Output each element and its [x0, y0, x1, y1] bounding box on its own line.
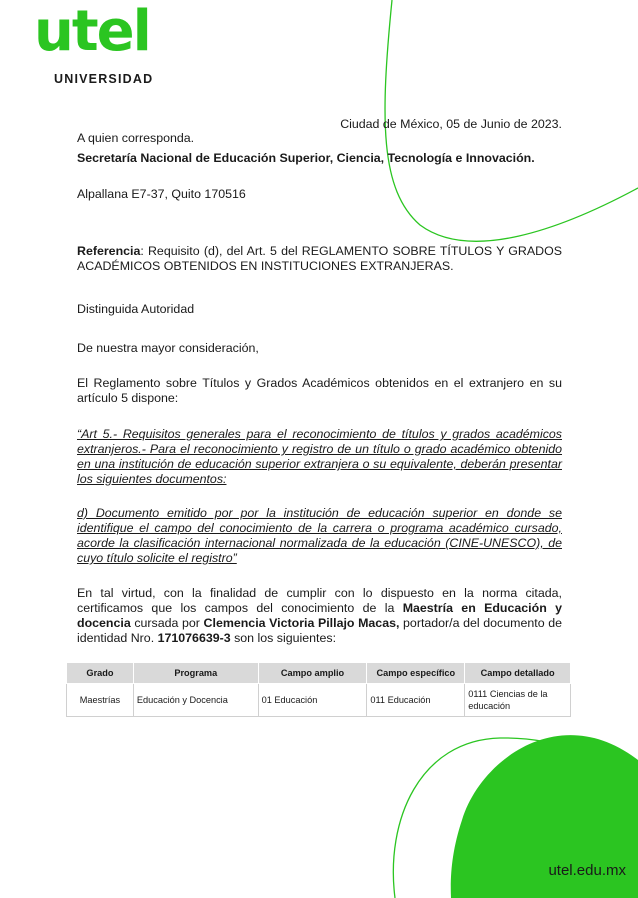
certification-paragraph: [77, 586, 562, 646]
quote-item-d: d) Documento emitido por por la institución de educación superior en donde se identifique el campo del conocimiento de la carrera o programa académico cursado, acorde la clasificación internacional normalizada de la educación (CINE-UNESCO), de cuyo título solicite el registro”: [77, 506, 562, 565]
cell-campo-especifico: 011 Educación: [367, 684, 465, 717]
greeting: A quien corresponda.: [77, 131, 195, 145]
cert-text-1: En tal virtud, con la finalidad de cumplir con lo dispuesto en la norma citada, certificamos que los campos del conocimiento de la: [77, 586, 562, 615]
knowledge-fields-table: [66, 662, 571, 717]
consideration-line: De nuestra mayor consideración,: [77, 341, 259, 355]
footer-url: utel.edu.mx: [548, 862, 626, 879]
header-campo-detallado: Campo detallado: [465, 663, 571, 684]
cert-text-3: portador/a del documento de identidad Nro.: [77, 616, 562, 645]
reference-paragraph: [77, 244, 562, 274]
cert-student: Clemencia Victoria Pillajo Macas,: [203, 616, 400, 630]
logo-subtitle: UNIVERSIDAD: [54, 72, 154, 86]
reference-label: Referencia: [77, 244, 141, 258]
cert-text-2: cursada por: [130, 616, 204, 630]
header-grado: Grado: [67, 663, 134, 684]
header-programa: Programa: [133, 663, 258, 684]
intro-paragraph: El Reglamento sobre Títulos y Grados Académicos obtenidos en el extranjero en su artículo 5 dispone:: [77, 376, 562, 405]
cell-campo-detallado: 0111 Ciencias de la educación: [465, 684, 571, 717]
header-campo-especifico: Campo específico: [367, 663, 465, 684]
logo-wordmark: utel: [34, 0, 150, 64]
recipient-entity: Secretaría Nacional de Educación Superior, Ciencia, Tecnología e Innovación.: [77, 151, 535, 165]
cell-grado: Maestrías: [67, 684, 134, 717]
cell-programa: Educación y Docencia: [133, 684, 258, 717]
reference-text: : Requisito (d), del Art. 5 del REGLAMENTO SOBRE TÍTULOS Y GRADOS ACADÉMICOS OBTENIDOS EN INSTITUCIONES EXTRANJERAS.: [77, 244, 562, 273]
date-line: Ciudad de México, 05 de Junio de 2023.: [340, 117, 562, 131]
cert-program: Maestría en Educación y docencia: [77, 601, 562, 630]
cell-campo-amplio: 01 Educación: [258, 684, 367, 717]
utel-logo: [34, 0, 194, 90]
cert-id: 171076639-3: [157, 631, 231, 645]
cert-text-4: son los siguientes:: [230, 631, 337, 645]
salutation: Distinguida Autoridad: [77, 302, 195, 316]
table-row: [67, 684, 571, 717]
header-campo-amplio: Campo amplio: [258, 663, 367, 684]
quote-article: “Art 5.- Requisitos generales para el reconocimiento de títulos y grados académicos extranjeros.- Para el reconocimiento y registro de un título o grado académico obtenido en una institución de educación superior extranjera o su equivalente, deberán presentar los siguientes documentos:: [77, 427, 562, 486]
table-header-row: [67, 663, 571, 684]
recipient-address: Alpallana E7-37, Quito 170516: [77, 187, 246, 201]
